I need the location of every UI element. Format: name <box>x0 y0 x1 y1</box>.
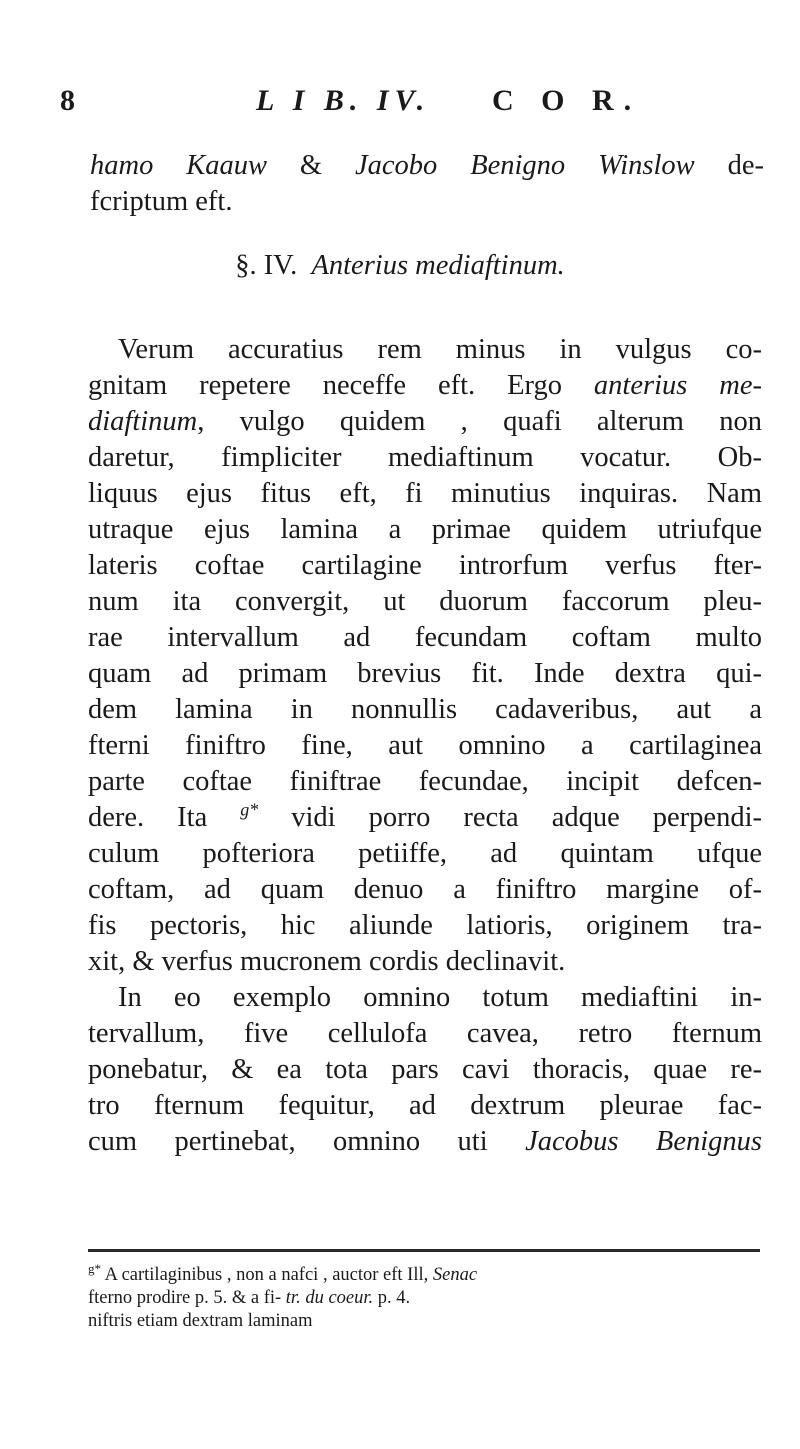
footnote-line: fterno prodire p. 5. & a fi- tr. du coeur. p. 4. <box>88 1288 411 1308</box>
text-line: tro fternum fequitur, ad dextrum pleurae fac- <box>88 1090 762 1121</box>
chapter-label: C O R. <box>492 84 642 117</box>
text-line: rae intervallum ad fecundam coftam multo <box>88 622 762 653</box>
text-line: culum pofteriora petiiffe, ad quintam ufque <box>88 838 762 869</box>
section-mark: §. IV. <box>235 250 298 281</box>
footnote-line: niftris etiam dextram laminam <box>88 1311 313 1331</box>
text-line: fis pectoris, hic aliunde latioris, originem tra- <box>88 910 762 941</box>
text-line: Verum accuratius rem minus in vulgus co- <box>118 334 762 365</box>
text-line: gnitam repetere neceffe eft. Ergo anterius me- <box>88 370 762 401</box>
text-line: fterni finiftro fine, aut omnino a cartilaginea <box>88 730 762 761</box>
book-label: L I B. IV. <box>256 84 431 117</box>
text-line: cum pertinebat, omnino uti Jacobus Benignus <box>88 1126 762 1157</box>
text-line: dem lamina in nonnullis cadaveribus, aut a <box>88 694 762 725</box>
text-line: num ita convergit, ut duorum faccorum pleu- <box>88 586 762 617</box>
text-line: parte coftae finiftrae fecundae, incipit defcen- <box>88 766 762 797</box>
footnote-marker: g* <box>240 800 259 820</box>
text-line: coftam, ad quam denuo a finiftro margine of- <box>88 874 762 905</box>
text-line: liquus ejus fitus eft, fi minutius inquiras. Nam <box>88 478 762 509</box>
text-line: quam ad primam brevius fit. Inde dextra qui- <box>88 658 762 689</box>
text-line: fcriptum eft. <box>90 186 233 217</box>
footnote-marker: g* <box>88 1264 101 1276</box>
footnote-divider <box>88 1249 760 1252</box>
text-line: diaftinum, vulgo quidem , quafi alterum non <box>88 406 762 437</box>
section-heading <box>0 248 800 284</box>
page-number: 8 <box>60 84 81 117</box>
text-line: daretur, fimpliciter mediaftinum vocatur. Ob- <box>88 442 762 473</box>
section-title: Anterius mediaftinum. <box>311 250 565 281</box>
text-line: dere. Ita $^{g*}$ vidi porro recta adque perpendi- <box>88 800 762 833</box>
running-head <box>60 84 760 124</box>
text-line: lateris coftae cartilagine introrfum verfus fter- <box>88 550 762 581</box>
text-line: hamo Kaauw & Jacobo Benigno Winslow de- <box>90 150 764 181</box>
footnote-line: $^{g*}$ A cartilaginibus , non a nafci , auctor eft Ill, Senac <box>88 1264 760 1287</box>
text-line: In eo exemplo omnino totum mediaftini in- <box>118 982 762 1013</box>
text-line: utraque ejus lamina a primae quidem utriufque <box>88 514 762 545</box>
text-line: xit, & verfus mucronem cordis declinavit. <box>88 946 566 977</box>
text-line: ponebatur, & ea tota pars cavi thoracis, quae re- <box>88 1054 762 1085</box>
text-line: tervallum, five cellulofa cavea, retro fternum <box>88 1018 762 1049</box>
